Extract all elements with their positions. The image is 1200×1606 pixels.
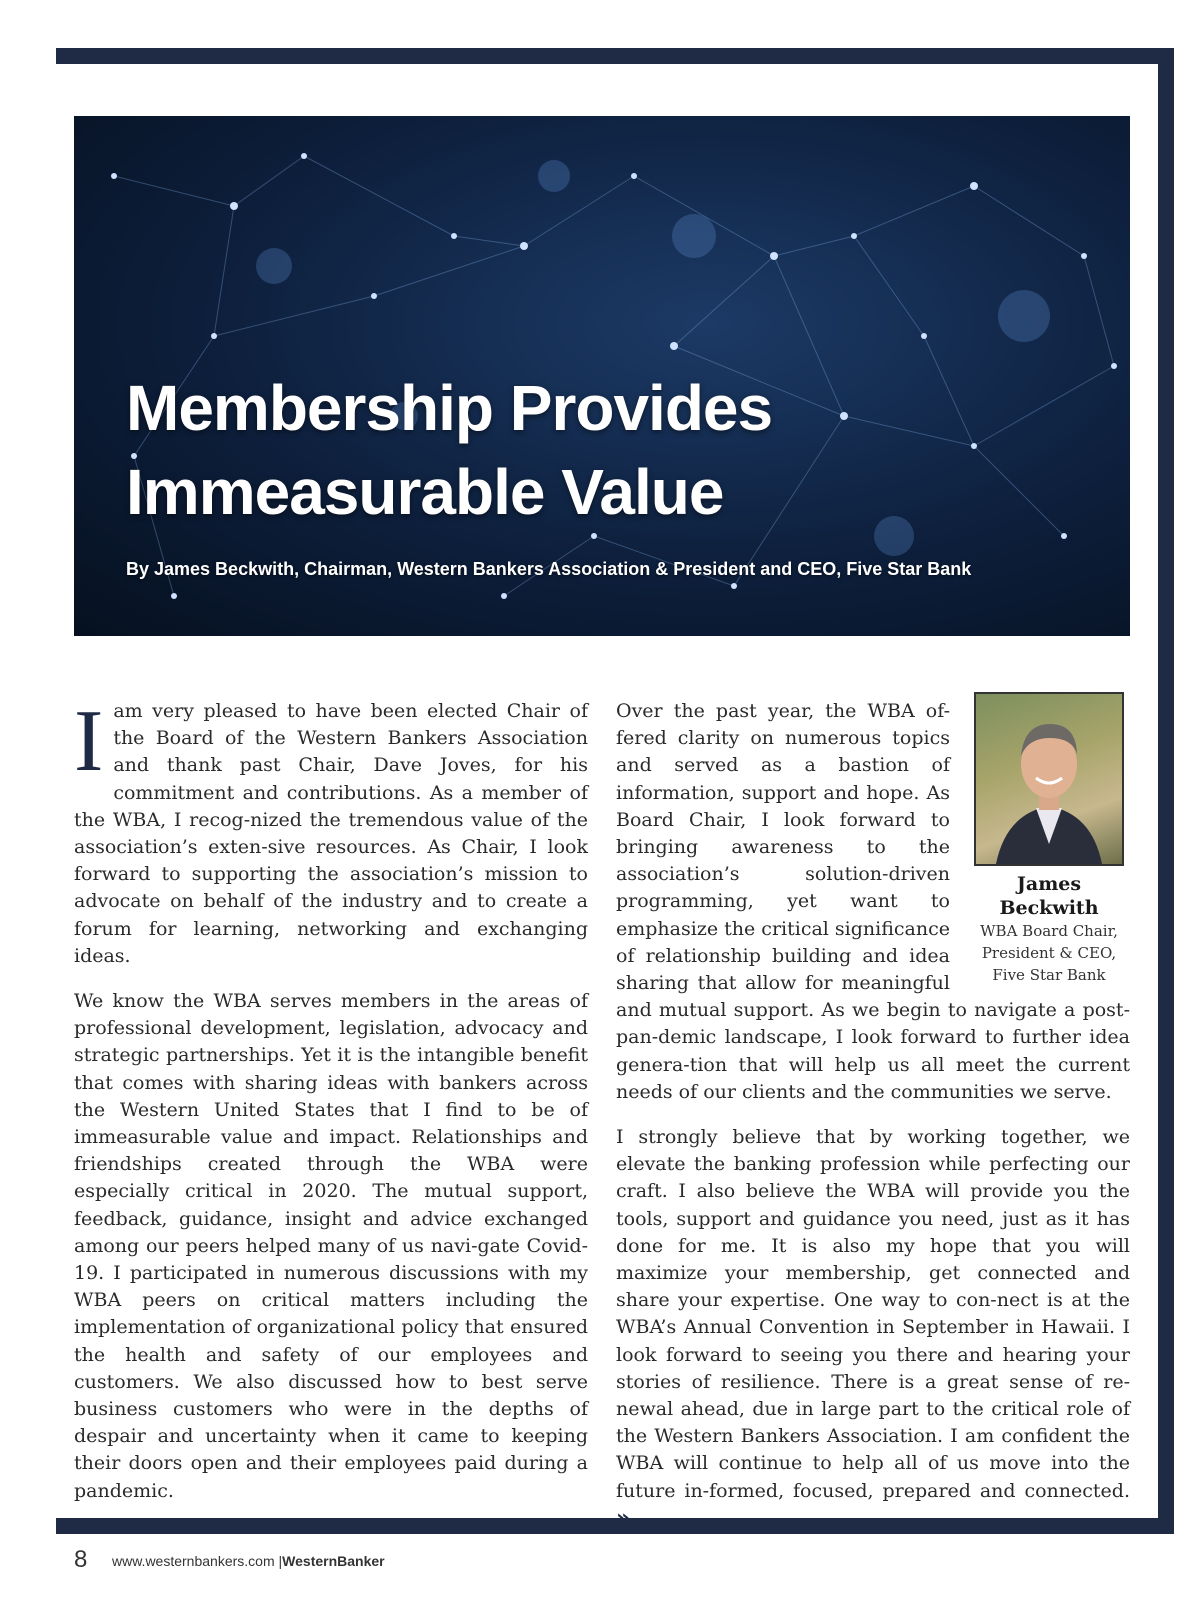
right-paragraph-2-text: I strongly believe that by working together, we elevate the banking profession while perfecting our craft. I also believe the WBA will provide you the tools, support and guidance you need, just as it has done for me. It is also my hope that you will maximize your membership, get connected and share your expertise. One way to con-nect is at the WBA’s Annual Convention in September in Hawaii. I look forward to seeing you there and hearing your stories of resilience. There is a great sense of re-newal ahead, due in large part to the critical role of the Western Bankers Association. I am confident the WBA will continue to help all of us move into the future in-formed, focused, prepared and connected. (616, 1126, 1130, 1502)
right-paragraph-2 (616, 1124, 1130, 1533)
frame-right-bar (1158, 48, 1174, 1534)
left-paragraph-1-text: am very pleased to have been elected Chair of the Board of the Western Bankers Association and thank past Chair, Dave Joves, for his commitment and contributions. As a member of the WBA, I recog-nized the tremendous value of the association’s exten-sive resources. As Chair, I look forward to supporting the association’s mission to advocate on behalf of the industry and to create a forum for learning, networking and exchanging ideas. (74, 700, 588, 967)
author-photo-box (968, 692, 1130, 986)
frame-top-bar (56, 48, 1174, 64)
article-title-line-1: Membership Provides (126, 372, 773, 444)
right-paragraph-1: Over the past year, the WBA of-fered clarity on numerous topics and served as a bastion of information, support and hope. As Board Chair, I look forward to bringing awareness to the association’s solution-driven programming, yet want to emphasize the critical significance of relationship building and idea sharing that allow for meaningful and mutual support. As we begin to navigate a post-pan-demic landscape, I look forward to further idea genera-tion that will help us all meet the current needs of our clients and the communities we serve. (616, 700, 1130, 1103)
article-title (126, 366, 772, 534)
left-paragraph-1 (74, 693, 588, 970)
end-mark-icon: » (616, 1505, 631, 1531)
footer-publication: WesternBanker (282, 1553, 385, 1569)
article-byline: By James Beckwith, Chairman, Western Bankers Association & President and CEO, Five Star Bank (126, 559, 972, 579)
author-name: James Beckwith (999, 873, 1099, 919)
left-paragraph-2: We know the WBA serves members in the areas of professional development, legislation, advocacy and strategic partnerships. Yet it is the intangible benefit that comes with sharing ideas with bankers across the Western United States that I find to be of immeasurable value and impact. Relationships and friendships created through the WBA were especially critical in 2020. The mutual support, feedback, guidance, insight and advice exchanged among our peers helped many of us navi-gate Covid-19. I participated in numerous discussions with my WBA peers on critical matters including the implementation of organizational policy that ensured the health and safety of our employees and customers. We also discussed how to best serve business customers who were in the depths of despair and uncertainty when it came to keeping their doors open and their employees paid during a pandemic. (74, 990, 588, 1502)
footer-site-line (112, 1553, 385, 1569)
author-photo (974, 692, 1124, 866)
author-portrait-graphic (976, 694, 1122, 864)
author-title-line-2: President & CEO, (981, 944, 1117, 962)
drop-cap: I (74, 693, 104, 790)
left-column (74, 693, 588, 1523)
author-title-line-3: Five Star Bank (992, 966, 1106, 984)
footer-separator: | (278, 1553, 283, 1569)
right-column (616, 698, 1130, 1551)
page-number: 8 (74, 1546, 88, 1573)
hero-banner (74, 116, 1130, 636)
footer-website: www.westernbankers.com (112, 1553, 275, 1569)
author-title-line-1: WBA Board Chair, (980, 922, 1118, 940)
article-title-line-2: Immeasurable Value (126, 456, 724, 528)
